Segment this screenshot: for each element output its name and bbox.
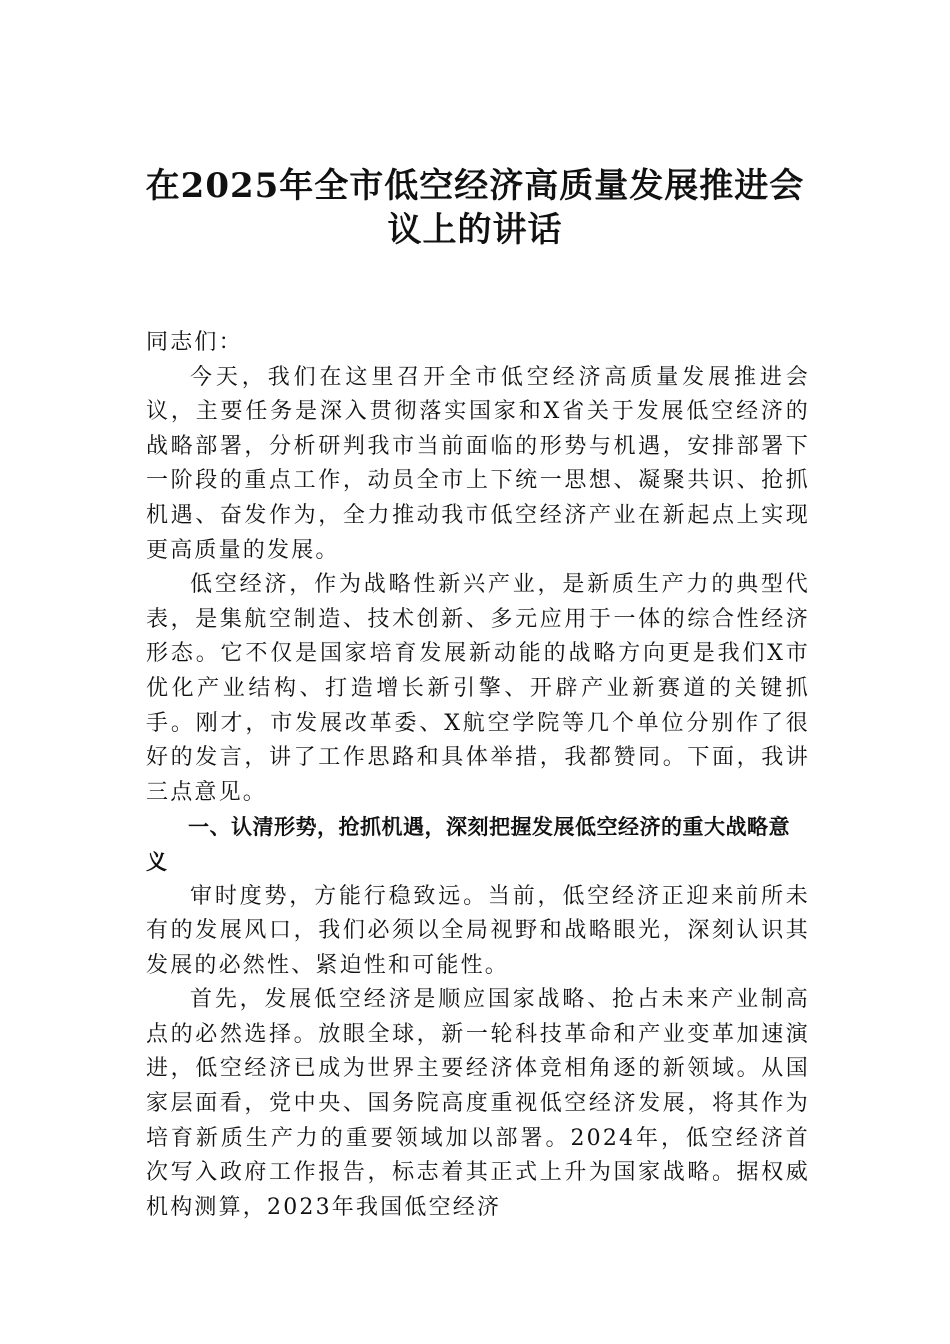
paragraph-opening: 今天，我们在这里召开全市低空经济高质量发展推进会议，主要任务是深入贯彻落实国家和X省关于发展低空经济的战略部署，分析研判我市当前面临的形势与机遇，安排部署下一阶段的重点工作，动员全市上下统一思想、凝聚共识、抢抓机遇、奋发作为，全力推动我市低空经济产业在新起点上实现更高质量的发展。 [146,364,810,563]
document-title-line-1: 在2025年全市低空经济高质量发展推进会 [145,166,805,206]
paragraph-intro: 低空经济，作为战略性新兴产业，是新质生产力的典型代表，是集航空制造、技术创新、多元应用于一体的综合性经济形态。它不仅是国家培育发展新动能的战略方向更是我们X市优化产业结构、打造增长新引擎、开辟产业新赛道的关键抓手。刚才，市发展改革委、X航空学院等几个单位分别作了很好的发言，讲了工作思路和具体举措，我都赞同。下面，我讲三点意见。 [146,572,810,805]
section-heading: 一、认清形势，抢抓机遇，深刻把握发展低空经济的重大战略意义 [146,815,790,874]
document-title-line-2: 议上的讲话 [387,210,563,250]
section-paragraph-1: 审时度势，方能行稳致远。当前，低空经济正迎来前所未有的发展风口，我们必须以全局视野和战略眼光，深刻认识其发展的必然性、紧迫性和可能性。 [146,883,810,978]
document-body [146,326,810,1225]
section-paragraph-2: 首先，发展低空经济是顺应国家战略、抢占未来产业制高点的必然选择。放眼全球，新一轮科技革命和产业变革加速演进，低空经济已成为世界主要经济体竞相角逐的新领域。从国家层面看，党中央、国务院高度重视低空经济发展，将其作为培育新质生产力的重要领域加以部署。2024年，低空经济首次写入政府工作报告，标志着其正式上升为国家战略。据权威机构测算，2023年我国低空经济 [146,987,810,1220]
salutation: 同志们： [146,330,243,355]
